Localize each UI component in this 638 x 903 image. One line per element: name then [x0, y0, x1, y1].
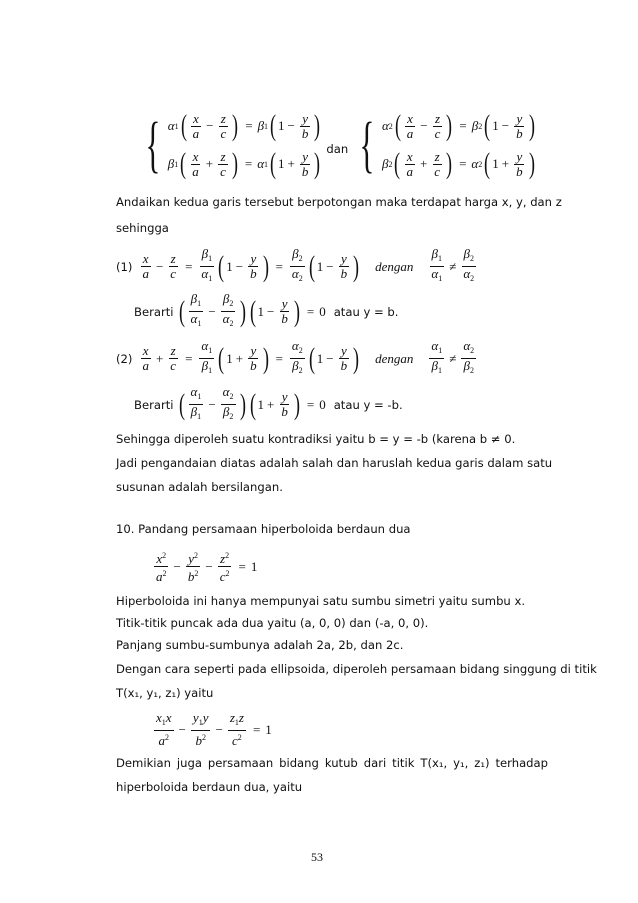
paragraph-kontradiksi: Sehingga diperoleh suatu kontradiksi yaitu b = y = -b (karena b ≠ 0.	[116, 432, 516, 446]
page-number: 53	[311, 850, 323, 864]
equation-system	[138, 107, 537, 183]
line-hiperboloida: hiperboloida berdaun dua, yaitu	[116, 780, 303, 794]
case2-dengan: dengan	[375, 350, 414, 366]
line-demikian: Demikian juga persamaan bidang kutub dari titik T(x₁, y₁, z₁) terhadap	[116, 756, 548, 770]
left-brace-2: {	[359, 111, 375, 179]
paragraph-andaikan: Andaikan kedua garis tersebut berpotongan maka terdapat harga x, y, dan z	[116, 195, 562, 209]
case1-result: atau y = b.	[333, 304, 399, 319]
case1-equation: (1) $\frac{x}{a}$ − $\frac{z}{c}$ = $\frac{\beta_1}{\alpha_1}$ ( 1 − $\frac{y}{b}$ ) = $\frac{\beta_2}{\alpha_2}$ ( 1 − $\frac{y}{b}$ ) dengan $\frac{\beta_1}{\alpha_1}$ ≠ $\frac{\beta_2}{\alpha_2}$	[116, 246, 475, 283]
case1-label: (1)	[116, 259, 133, 274]
dan-label: dan	[326, 142, 349, 156]
case2-label: (2)	[116, 351, 133, 366]
line-titik-puncak: Titik-titik puncak ada dua yaitu (a, 0, 0) dan (-a, 0, 0).	[116, 616, 429, 630]
case2-equation: (2) $\frac{x}{a}$ + $\frac{z}{c}$ = $\frac{\alpha_1}{\beta_1}$ ( 1 + $\frac{y}{b}$ ) = $\frac{\alpha_2}{\beta_2}$ ( 1 − $\frac{y}{b}$ ) dengan $\frac{\alpha_1}{\beta_1}$ ≠ $\frac{\alpha_2}{\beta_2}$	[116, 338, 475, 375]
tangent-plane-equation: $\frac{x_1x}{a^2}$ − $\frac{y_1y}{b^2}$ − $\frac{z_1z}{c^2}$ = 1	[156, 710, 272, 748]
case1-berarti-label: Berarti	[134, 304, 174, 319]
line-titik-T: T(x₁, y₁, z₁) yaitu	[116, 686, 214, 700]
case2-berarti: Berarti ( $\frac{\alpha_1}{\beta_1}$ − $\frac{\alpha_2}{\beta_2}$ ) ( 1 + $\frac{y}{b}$ ) = 0 atau y = -b.	[134, 384, 403, 421]
case2-result: atau y = -b.	[333, 397, 403, 412]
paragraph-sehingga-short: sehingga	[116, 221, 169, 235]
left-brace-1: {	[145, 111, 161, 179]
line-sumbu-simetri: Hiperboloida ini hanya mempunyai satu sumbu simetri yaitu sumbu x.	[116, 594, 526, 608]
line-dengan-cara: Dengan cara seperti pada ellipsoida, diperoleh persamaan bidang singgung di titik	[116, 662, 597, 676]
hyperboloid-equation: $\frac{x^2}{a^2}$ − $\frac{y^2}{b^2}$ − $\frac{z^2}{c^2}$ = 1	[156, 551, 258, 584]
system-left: α 1 ( $\frac{x}{a}$ − $\frac{z}{c}$ ) = β 1 ( 1 − $\frac{y}{b}$ ) β 1 ( $\frac{x}{a}$ + $\frac{z}{c}$ ) = α 1 ( 1 + $\frac{y}{b}$ )	[167, 109, 321, 180]
case1-berarti: Berarti ( $\frac{\beta_1}{\alpha_1}$ − $\frac{\beta_2}{\alpha_2}$ ) ( 1 − $\frac{y}{b}$ ) = 0 atau y = b.	[134, 291, 399, 328]
section-10-heading: 10. Pandang persamaan hiperboloida berdaun dua	[116, 522, 411, 536]
paragraph-jadi-line1: Jadi pengandaian diatas adalah salah dan haruslah kedua garis dalam satu	[116, 456, 553, 470]
system-right: α 2 ( $\frac{x}{a}$ − $\frac{z}{c}$ ) = β 2 ( 1 − $\frac{y}{b}$ ) β 2 ( $\frac{x}{a}$ + $\frac{z}{c}$ ) = α 2 ( 1 + $\frac{y}{b}$ )	[381, 109, 535, 180]
paragraph-jadi-line2: susunan adalah bersilangan.	[116, 480, 283, 494]
case1-dengan: dengan	[375, 258, 414, 274]
line-panjang-sumbu: Panjang sumbu-sumbunya adalah 2a, 2b, dan 2c.	[116, 638, 404, 652]
case2-berarti-label: Berarti	[134, 397, 174, 412]
